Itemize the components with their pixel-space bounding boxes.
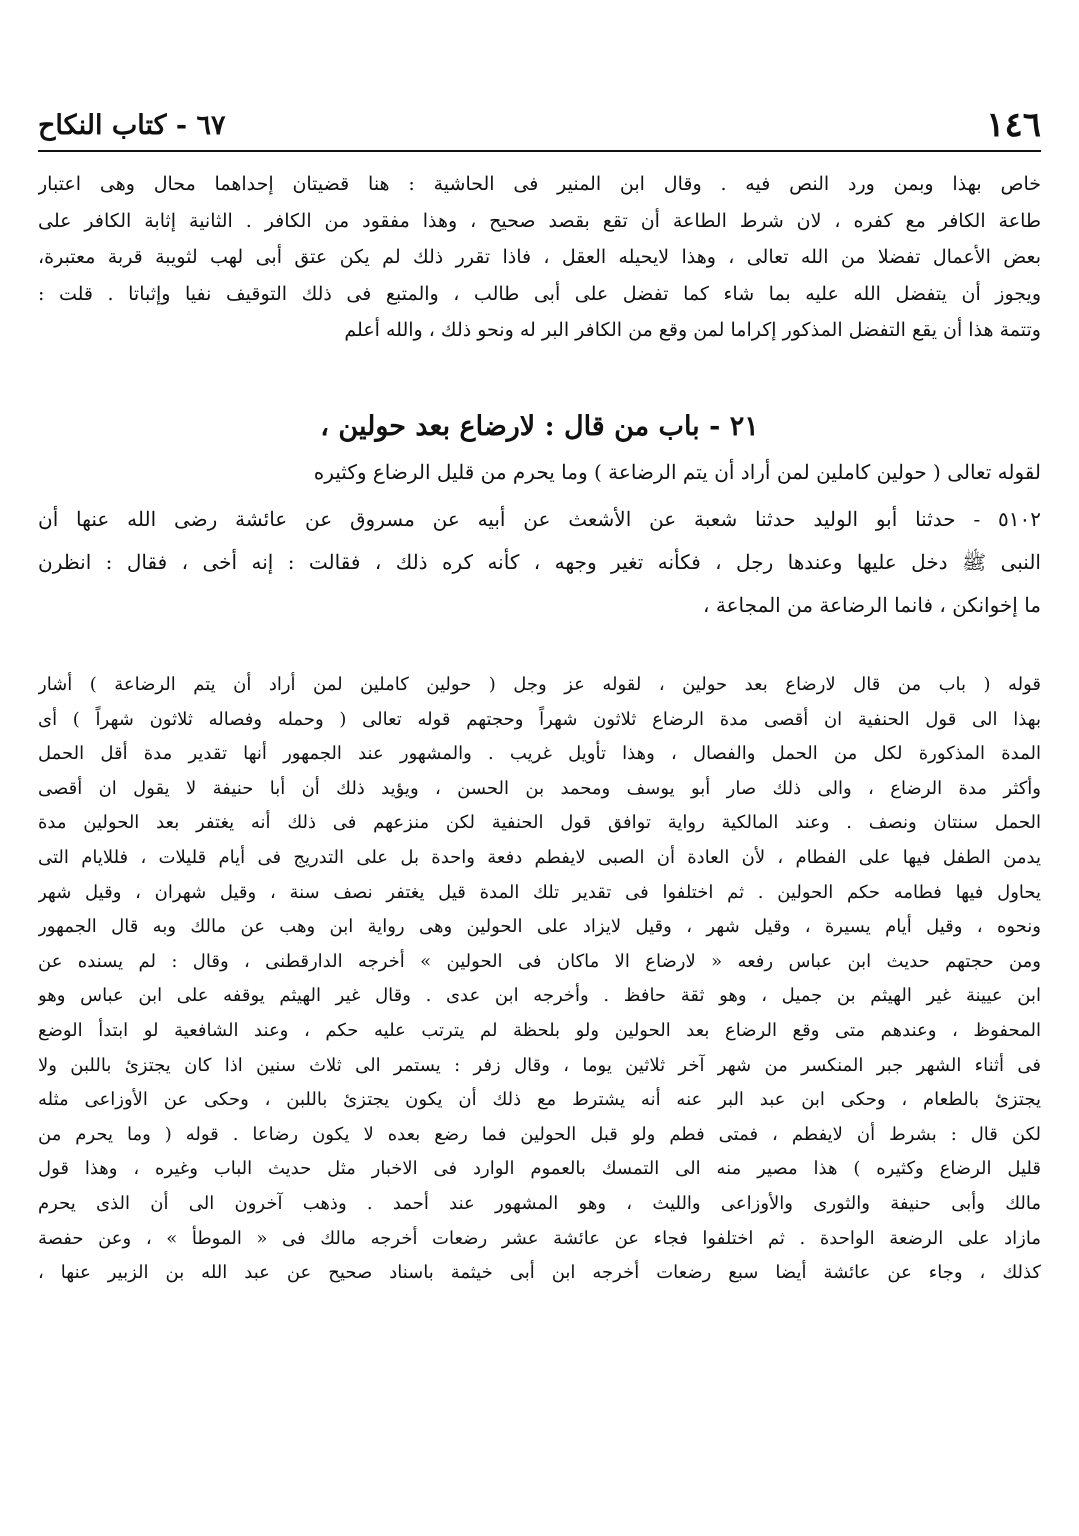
preface-paragraph: [38, 166, 1041, 349]
commentary-line: يحاول فيها فطامه حكم الحولين . ثم اختلفوا فى تقدير تلك المدة قيل يغتفر نصف سنة ، وقيل شهران ، وقيل شهر: [38, 881, 1041, 903]
hadith-line: ما إخوانكن ، فانما الرضاعة من المجاعة ،: [703, 593, 1041, 617]
commentary-line: ونحوه ، وقيل أيام يسيرة ، وقيل شهر ، وقيل لايزاد على الحولين وهى رواية ابن وهب عن مالك وبه قال الجمهور: [38, 916, 1041, 938]
commentary-line: المحفوظ ، وعندهم متى وقع الرضاع بعد الحولين ولو بلحظة لم يترتب عليه حكم ، وعند الشافعية لو ابتدأ الوضع: [38, 1019, 1041, 1041]
commentary-line: قوله ( باب من قال لارضاع بعد حولين ، لقوله عز وجل ( حولين كاملين لمن أراد أن يتم الرضاعة ) أشار: [38, 674, 1041, 695]
commentary-line: بهذا الى قول الحنفية ان أقصى مدة الرضاع ثلاثون شهراً وحجتهم قوله تعالى ( وحمله وفصاله ثلاثون شهراً ) أى: [38, 708, 1041, 730]
commentary-line: ومن حجتهم حديث ابن عباس رفعه « لارضاع الا ماكان فى الحولين » أخرجه الدارقطنى ، وقال : لم يسنده عن: [38, 950, 1041, 972]
commentary-line: الحمل سنتان ونصف . وعند المالكية رواية توافق قول الحنفية لكن منزعهم فى ذلك أنه يغتفر بعد الحولين مدة: [38, 812, 1041, 834]
text-line: خاص بهذا وبمن ورد النص فيه . وقال ابن المنير فى الحاشية : هنا قضيتان إحداهما محال وهى اعتبار: [38, 173, 1041, 195]
hadith-block: [38, 498, 1041, 627]
page-header: [38, 100, 1041, 152]
commentary-line: مالك وأبى حنيفة والثورى والأوزاعى والليث ، وهو المشهور عند أحمد . وذهب آخرون الى أن الذى يحرم: [38, 1192, 1041, 1214]
commentary-line: المدة المذكورة لكل من الحمل والفصال ، وهذا تأويل غريب . والمشهور عند الجمهور أنها تقدير مدة أقل الحمل: [38, 743, 1041, 765]
commentary-line: لكن قال : بشرط أن لايفطم ، فمتى فطم ولو قبل الحولين فما رضع بعده لا يكون رضاعا . قوله ( وما يحرم من: [38, 1123, 1041, 1145]
commentary-block: [38, 668, 1041, 1291]
commentary-line: وأكثر مدة الرضاع ، والى ذلك صار أبو يوسف ومحمد بن الحسن ، ويؤيد ذلك أن أبا حنيفة لا يقول ان أقصى: [38, 777, 1041, 799]
commentary-line: يدمن الطفل فيها على الفطام ، لأن العادة أن الصبى لايفطم دفعة واحدة بل على التدريج فى أيام قليلات ، فللايام التى: [38, 846, 1041, 868]
text-line: طاعة الكافر مع كفره ، لان شرط الطاعة أن تقع بقصد صحيح ، وهذا مفقود من الكافر . الثانية إثابة الكافر على: [38, 209, 1041, 232]
text-line: وتتمة هذا أن يقع التفضل المذكور إكراما لمن وقع من الكافر البر له ونحو ذلك ، والله أعلم: [344, 319, 1041, 342]
page-number: ١٤٦: [986, 105, 1041, 145]
commentary-line: قليل الرضاع وكثيره ) هذا مصير منه الى التمسك بالعموم الوارد فى الاخبار مثل حديث الباب وغيره ، وهذا قول: [38, 1158, 1041, 1180]
commentary-line: مازاد على الرضعة الواحدة . ثم اختلفوا فجاء عن عائشة عشر رضعات أخرجه مالك فى « الموطأ » ، وعن حفصة: [38, 1227, 1041, 1249]
commentary-line: فى أثناء الشهر جبر المنكسر من شهر آخر ثلاثين يوما ، وقال زفر : يستمر الى ثلاث سنين اذا كان يجتزئ باللبن ولا: [38, 1054, 1041, 1076]
commentary-line: يجتزئ بالطعام ، وحكى ابن عبد البر عنه أنه يشترط مع ذلك أن يكون يجتزئ باللبن ، وحكى عن الأوزاعى مثله: [38, 1089, 1041, 1111]
hadith-line: النبى ﷺ دخل عليها وعندها رجل ، فكأنه تغير وجهه ، كأنه كره ذلك ، فقالت : إنه أخى ، فقال : انظرن: [38, 550, 1041, 574]
commentary-line: كذلك ، وجاء عن عائشة أيضا سبع رضعات أخرجه ابن أبى خيثمة باسناد صحيح عن عبد الله بن الزبير عنها ،: [38, 1262, 1041, 1284]
running-title: ٦٧ - كتاب النكاح: [38, 109, 226, 141]
hadith-line: ٥١٠٢ - حدثنا أبو الوليد حدثنا شعبة عن الأشعث عن أبيه عن مسروق عن عائشة رضى الله عنها أن: [38, 507, 1041, 531]
chapter-heading: ٢١ - باب من قال : لارضاع بعد حولين ،: [320, 411, 759, 442]
text-line: بعض الأعمال تفضلا من الله تعالى ، وهذا لايحيله العقل ، فاذا تقرر ذلك لم يكن عتق أبى لهب لثويبة قربة معتبرة،: [38, 246, 1041, 269]
chapter-verse-block: [38, 452, 1041, 492]
chapter-verse: لقوله تعالى ( حولين كاملين لمن أراد أن يتم الرضاعة ) وما يحرم من قليل الرضاع وكثيره: [313, 460, 1041, 484]
text-line: ويجوز أن يتفضل الله عليه بما شاء كما تفضل على أبى طالب ، والمتبع فى ذلك التوقيف نفيا وإثباتا . قلت :: [38, 282, 1041, 305]
commentary-line: ابن عيينة غير الهيثم بن جميل ، وهو ثقة حافظ . وأخرجه ابن عدى . وقال غير الهيثم يوقفه على ابن عباس وهو: [38, 985, 1041, 1007]
